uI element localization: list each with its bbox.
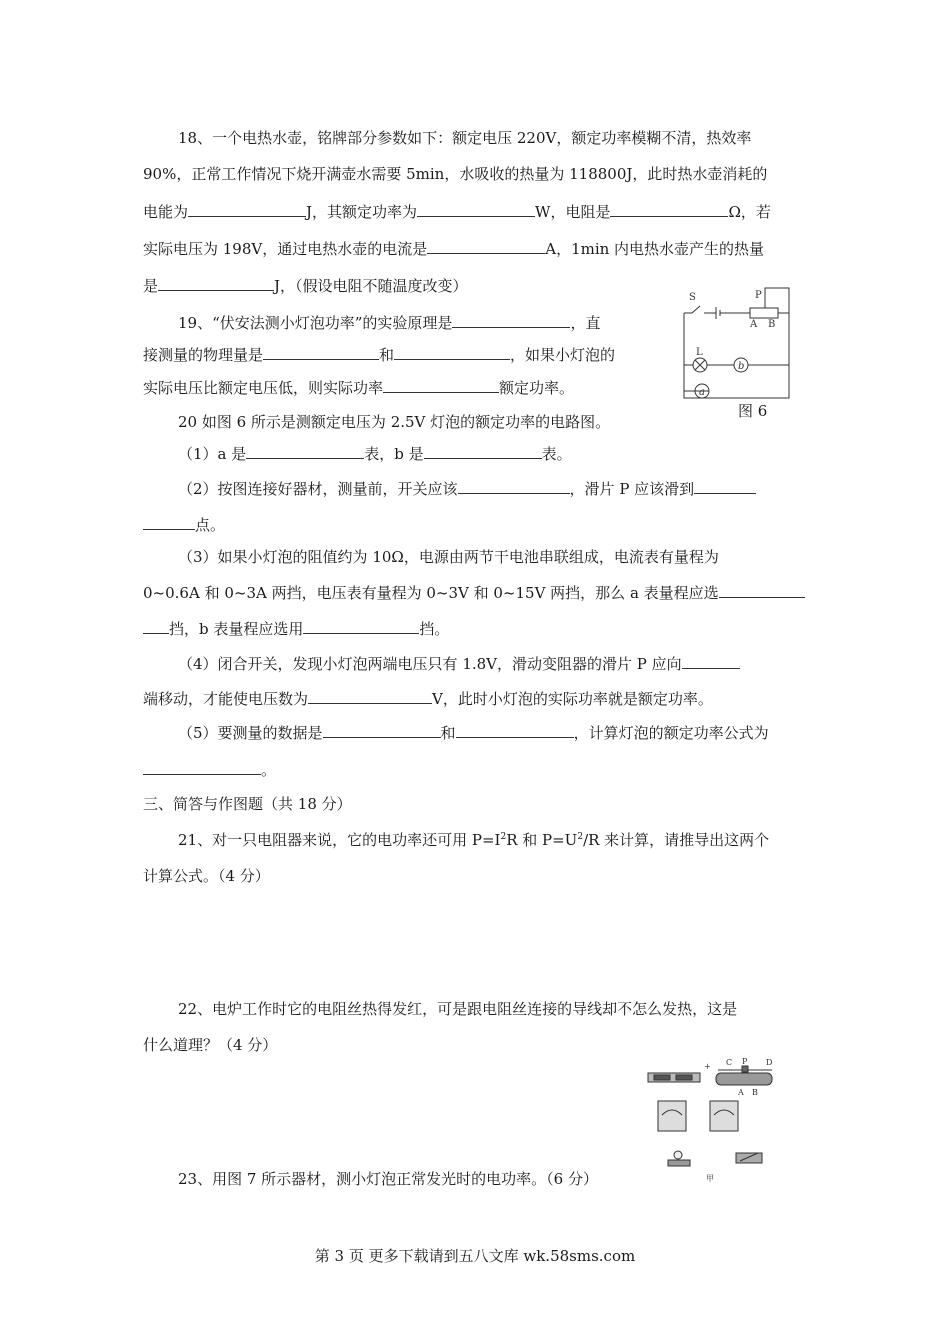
answer-blank[interactable] <box>427 239 545 254</box>
label-terminal-b: B <box>768 319 776 330</box>
q22-line-1: 22、电炉工作时它的电阻丝热得发红，可是跟电阻丝连接的导线却不怎么发热，这是 <box>178 1000 738 1018</box>
q21-line-1: 21、对一只电阻器来说，它的电功率还可用 $P=I^2R$ 和 $P=U^2/R$ 来计算，请推导出这两个 <box>178 831 770 849</box>
q21-line-2: 计算公式。（4 分） <box>143 867 270 885</box>
q18-line-1: 18、一个电热水壶，铭牌部分参数如下：额定电压 220V，额定功率模糊不清，热效率 <box>178 129 752 147</box>
answer-blank[interactable] <box>263 345 379 360</box>
section-3-title: 三、简答与作图题（共 18 分） <box>143 795 352 813</box>
q20-part-3-line-1: （3）如果小灯泡的阻值约为 10Ω，电源由两节干电池串联组成，电流表有量程为 <box>178 548 719 566</box>
answer-blank[interactable] <box>458 479 570 494</box>
answer-blank[interactable] <box>719 583 805 598</box>
answer-blank[interactable] <box>323 723 441 738</box>
q20-part-3-line-3: 挡，b 表量程应选用 挡。 <box>143 618 449 639</box>
switch <box>736 1153 762 1163</box>
label-slider-p: P <box>755 290 762 301</box>
q23-line-1: 23、用图 7 所示器材，测小灯泡正常发光时的电功率。（6 分） <box>178 1170 598 1188</box>
q20-part-4-line-1: （4）闭合开关，发现小灯泡两端电压只有 1.8V，滑动变阻器的滑片 P 应向 <box>178 653 740 674</box>
ammeter <box>658 1101 686 1131</box>
q20-part-5: （5）要测量的数据是 和 ，计算灯泡的额定功率公式为 <box>178 724 769 742</box>
answer-blank[interactable] <box>188 202 306 217</box>
meter-a-label: a <box>699 387 705 398</box>
q20-intro: 20 如图 6 所示是测额定电压为 2.5V 灯泡的额定功率的电路图。 <box>178 413 611 431</box>
answer-blank[interactable] <box>456 723 574 738</box>
page-footer: 第 3 页 更多下载请到五八文库 wk.58sms.com <box>314 1247 636 1265</box>
q18-line-4: 实际电压为 198V，通过电热水壶的电流是 A，1min 内电热水壶产生的热量 <box>143 240 765 258</box>
fig7-b: B <box>752 1088 758 1097</box>
fig7-caption: 甲 <box>706 1174 714 1183</box>
q19-line-3: 实际电压比额定电压低，则实际功率 额定功率。 <box>143 379 575 397</box>
answer-blank[interactable] <box>682 654 740 669</box>
figure-6-caption: 图 6 <box>738 402 768 420</box>
q22-line-2: 什么道理？（4 分） <box>143 1036 278 1054</box>
fig7-a: A <box>738 1088 744 1097</box>
answer-blank[interactable] <box>143 760 261 775</box>
label-lamp-l: L <box>696 347 703 358</box>
q20-part-1: （1）a 是 表，b 是 表。 <box>178 445 572 463</box>
q20-part-4-line-2: 端移动，才能使电压数为 V，此时小灯泡的实际功率就是额定功率。 <box>143 690 713 708</box>
rheostat <box>716 1073 772 1085</box>
answer-blank[interactable] <box>424 444 542 459</box>
bulb <box>674 1151 682 1159</box>
figure-6-circuit-diagram <box>666 285 804 420</box>
q19-line-2: 接测量的物理量是 和 ，如果小灯泡的 <box>143 346 616 364</box>
q20-part-2-cont: 点。 <box>143 514 225 535</box>
voltmeter <box>710 1101 738 1131</box>
answer-blank[interactable] <box>452 313 570 328</box>
fig7-p: P <box>742 1057 748 1066</box>
fig7-d: D <box>766 1058 773 1067</box>
figure-7-apparatus <box>646 1057 778 1185</box>
fig7-plus: + <box>704 1062 711 1071</box>
answer-blank[interactable] <box>308 689 432 704</box>
answer-blank[interactable] <box>158 276 274 291</box>
answer-blank[interactable] <box>383 378 499 393</box>
label-switch-s: S <box>689 292 696 303</box>
label-terminal-a: A <box>750 319 758 330</box>
answer-blank[interactable] <box>610 202 728 217</box>
answer-blank[interactable] <box>394 345 510 360</box>
q20-part-5-cont: 。 <box>143 759 276 780</box>
answer-blank[interactable] <box>417 202 535 217</box>
q20-part-3-line-2: 0~0.6A 和 0~3A 两挡，电压表有量程为 0~3V 和 0~15V 两挡，那么 a 表量程应选 <box>143 582 805 603</box>
answer-blank[interactable] <box>143 619 169 634</box>
fig7-c: C <box>726 1058 733 1067</box>
answer-blank[interactable] <box>246 444 364 459</box>
answer-blank[interactable] <box>694 479 756 494</box>
q18-line-5: 是 J，（假设电阻不随温度改变） <box>143 277 468 295</box>
q20-part-2: （2）按图连接好器材，测量前，开关应该 ，滑片 P 应该滑到 <box>178 478 756 499</box>
q19-line-1: 19、“伏安法测小灯泡功率”的实验原理是 ，直 <box>178 314 601 332</box>
q18-line-3: 电能为 J，其额定功率为 W，电阻是 Ω，若 <box>143 203 771 221</box>
answer-blank[interactable] <box>303 619 419 634</box>
meter-b-label: b <box>738 361 745 372</box>
answer-blank[interactable] <box>143 515 195 530</box>
q18-line-2: 90%，正常工作情况下烧开满壶水需要 5min，水吸收的热量为 118800J，此时热水壶消耗的 <box>143 165 768 183</box>
